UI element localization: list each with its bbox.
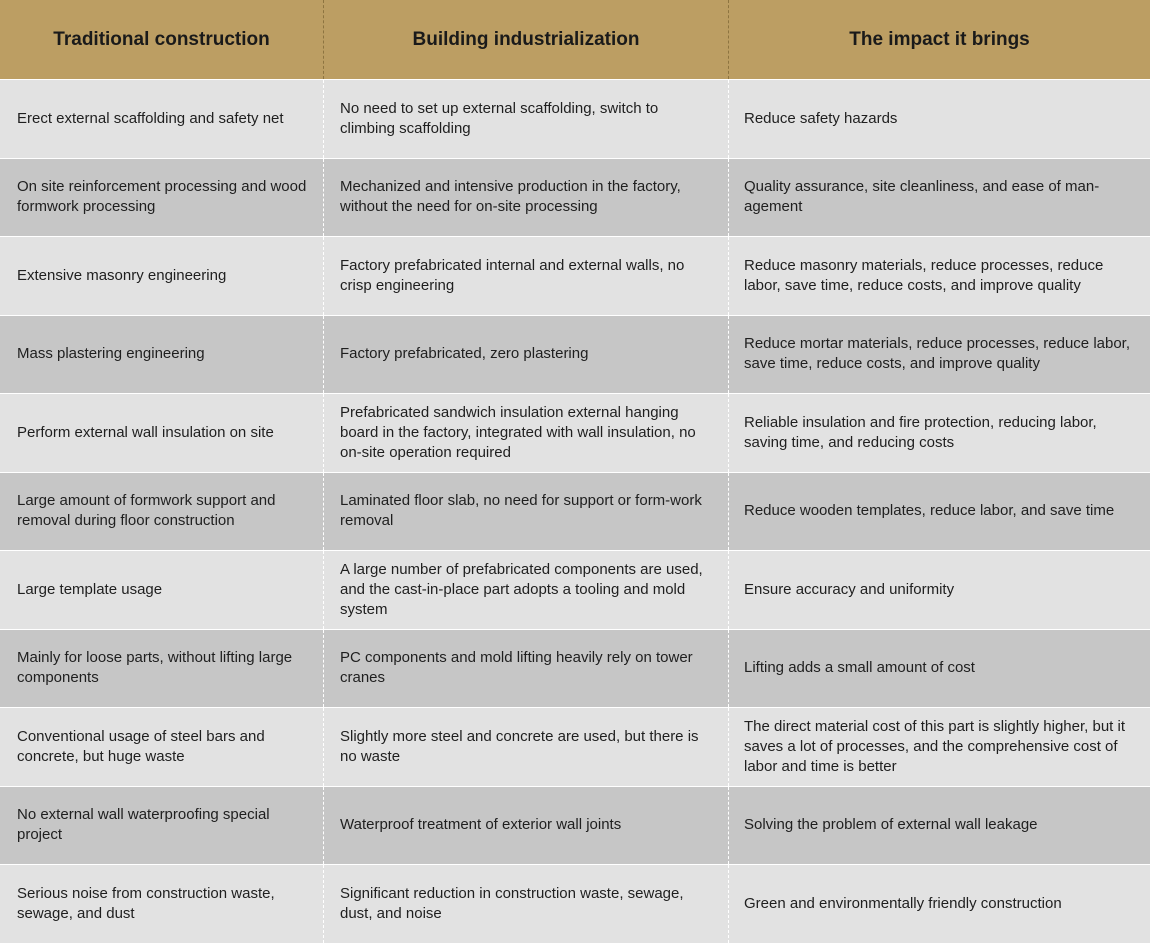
cell-industrialization: PC components and mold lifting heavily rely on tower cranes (323, 630, 728, 708)
table-body (0, 79, 1150, 943)
cell-traditional: Conventional usage of steel bars and concrete, but huge waste (17, 727, 265, 765)
cell-industrialization: No need to set up external scaffolding, switch to climbing scaffolding (323, 80, 728, 158)
table-row (0, 707, 1150, 786)
cell-impact: Reduce wooden templates, reduce labor, and save time (728, 473, 1150, 551)
header-traditional-construction: Traditional construction (53, 28, 270, 50)
cell-impact: Reduce mortar materials, reduce processes, reduce labor, save time, reduce costs, and improve quality (728, 316, 1150, 394)
cell-industrialization: Slightly more steel and concrete are used, but there is no waste (323, 708, 728, 786)
table-row (0, 550, 1150, 629)
cell-industrialization: Prefabricated sandwich insulation external hanging board in the factory, integrated with wall insulation, no on-site operation required (323, 394, 728, 472)
table-row (0, 864, 1150, 943)
cell-impact: Lifting adds a small amount of cost (728, 630, 1150, 708)
cell-traditional: Large amount of formwork support and removal during floor construction (17, 492, 276, 530)
cell-traditional: Erect external scaffolding and safety net (17, 109, 284, 127)
cell-traditional: On site reinforcement processing and wood formwork processing (17, 178, 307, 216)
cell-industrialization: Mechanized and intensive production in the factory, without the need for on-site processing (323, 159, 728, 237)
cell-industrialization: Laminated floor slab, no need for support or form-work removal (323, 473, 728, 551)
table-row (0, 79, 1150, 158)
header-building-industrialization: Building industrialization (323, 0, 728, 79)
table-header (0, 0, 1150, 79)
cell-industrialization: A large number of prefabricated components are used, and the cast-in-place part adopts a tooling and mold system (323, 551, 728, 629)
cell-impact: Reduce masonry materials, reduce processes, reduce labor, save time, reduce costs, and improve quality (728, 237, 1150, 315)
table-row (0, 393, 1150, 472)
table-row (0, 236, 1150, 315)
cell-traditional: Extensive masonry engineering (17, 266, 227, 284)
cell-traditional: No external wall waterproofing special project (17, 806, 270, 844)
cell-impact: Reduce safety hazards (728, 80, 1150, 158)
cell-impact: The direct material cost of this part is slightly higher, but it saves a lot of processes, and the comprehensive cost of labor and time is better (728, 708, 1150, 786)
cell-traditional: Large template usage (17, 580, 163, 598)
cell-impact: Ensure accuracy and uniformity (728, 551, 1150, 629)
cell-impact: Reliable insulation and fire protection, reducing labor, saving time, and reducing costs (728, 394, 1150, 472)
table-row (0, 786, 1150, 865)
cell-traditional: Perform external wall insulation on site (17, 423, 274, 441)
table-row (0, 629, 1150, 708)
header-impact: The impact it brings (728, 0, 1150, 79)
cell-traditional: Mainly for loose parts, without lifting large components (17, 649, 293, 687)
cell-industrialization: Factory prefabricated, zero plastering (323, 316, 728, 394)
cell-impact: Solving the problem of external wall leakage (728, 787, 1150, 865)
cell-impact: Green and environmentally friendly construction (728, 865, 1150, 943)
cell-industrialization: Waterproof treatment of exterior wall joints (323, 787, 728, 865)
cell-traditional: Serious noise from construction waste, sewage, and dust (17, 884, 275, 922)
table-row (0, 472, 1150, 551)
table-row (0, 158, 1150, 237)
cell-industrialization: Factory prefabricated internal and external walls, no crisp engineering (323, 237, 728, 315)
table-row (0, 315, 1150, 394)
cell-traditional: Mass plastering engineering (17, 345, 205, 363)
cell-impact: Quality assurance, site cleanliness, and ease of man-agement (728, 159, 1150, 237)
cell-industrialization: Significant reduction in construction waste, sewage, dust, and noise (323, 865, 728, 943)
